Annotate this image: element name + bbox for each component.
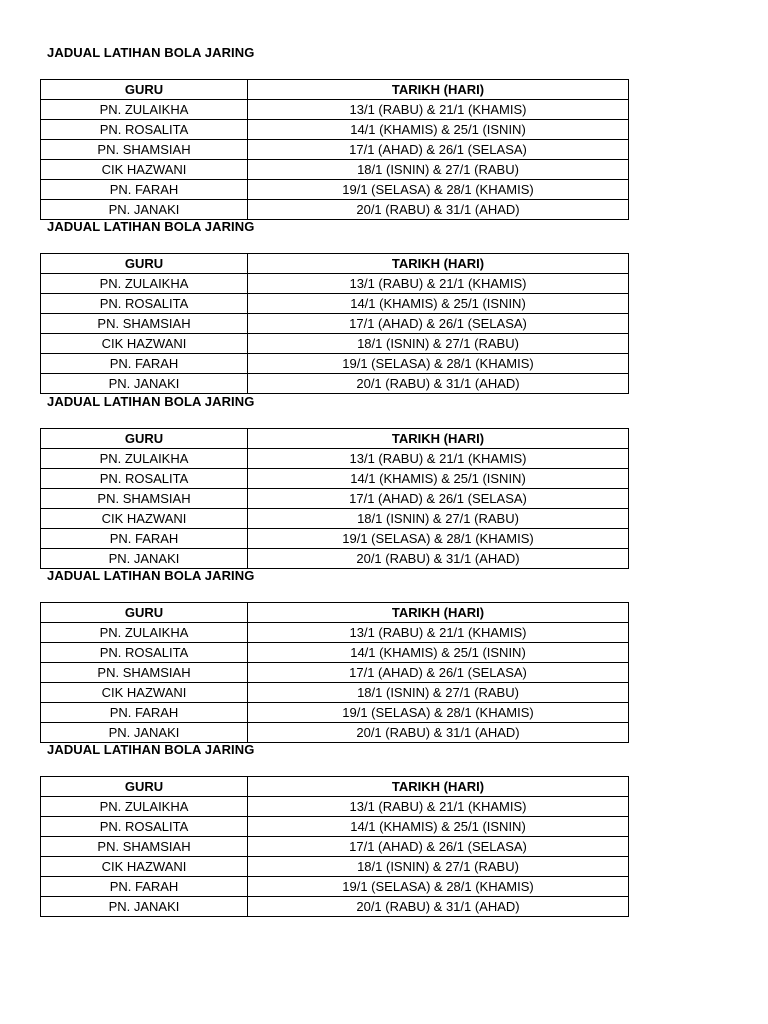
table-row bbox=[41, 200, 629, 220]
cell-guru: PN. JANAKI bbox=[41, 200, 248, 220]
cell-guru: PN. ZULAIKHA bbox=[41, 449, 248, 469]
cell-tarikh: 14/1 (KHAMIS) & 25/1 (ISNIN) bbox=[248, 643, 629, 663]
cell-guru: CIK HAZWANI bbox=[41, 857, 248, 877]
cell-guru: PN. SHAMSIAH bbox=[41, 314, 248, 334]
table-row bbox=[41, 897, 629, 917]
table-row bbox=[41, 334, 629, 354]
table-header-row bbox=[41, 603, 629, 623]
table-row bbox=[41, 529, 629, 549]
table-row bbox=[41, 120, 629, 140]
cell-guru: PN. JANAKI bbox=[41, 897, 248, 917]
cell-tarikh: 18/1 (ISNIN) & 27/1 (RABU) bbox=[248, 683, 629, 703]
cell-guru: CIK HAZWANI bbox=[41, 683, 248, 703]
cell-guru: PN. FARAH bbox=[41, 354, 248, 374]
table-row bbox=[41, 857, 629, 877]
table-row bbox=[41, 100, 629, 120]
cell-guru: PN. ZULAIKHA bbox=[41, 623, 248, 643]
table-header-row bbox=[41, 777, 629, 797]
cell-guru: PN. FARAH bbox=[41, 703, 248, 723]
cell-guru: PN. SHAMSIAH bbox=[41, 489, 248, 509]
section-title: JADUAL LATIHAN BOLA JARING bbox=[47, 219, 255, 234]
cell-guru: CIK HAZWANI bbox=[41, 160, 248, 180]
cell-tarikh: 17/1 (AHAD) & 26/1 (SELASA) bbox=[248, 663, 629, 683]
cell-guru: PN. ROSALITA bbox=[41, 643, 248, 663]
cell-tarikh: 14/1 (KHAMIS) & 25/1 (ISNIN) bbox=[248, 817, 629, 837]
header-guru: GURU bbox=[41, 80, 248, 100]
cell-tarikh: 17/1 (AHAD) & 26/1 (SELASA) bbox=[248, 314, 629, 334]
cell-tarikh: 13/1 (RABU) & 21/1 (KHAMIS) bbox=[248, 100, 629, 120]
table-row bbox=[41, 549, 629, 569]
cell-guru: CIK HAZWANI bbox=[41, 334, 248, 354]
table-row bbox=[41, 294, 629, 314]
cell-tarikh: 17/1 (AHAD) & 26/1 (SELASA) bbox=[248, 489, 629, 509]
cell-guru: PN. ROSALITA bbox=[41, 294, 248, 314]
cell-tarikh: 20/1 (RABU) & 31/1 (AHAD) bbox=[248, 549, 629, 569]
cell-tarikh: 20/1 (RABU) & 31/1 (AHAD) bbox=[248, 374, 629, 394]
table-row bbox=[41, 703, 629, 723]
table-row bbox=[41, 489, 629, 509]
cell-tarikh: 20/1 (RABU) & 31/1 (AHAD) bbox=[248, 897, 629, 917]
table-row bbox=[41, 314, 629, 334]
header-guru: GURU bbox=[41, 603, 248, 623]
cell-tarikh: 19/1 (SELASA) & 28/1 (KHAMIS) bbox=[248, 180, 629, 200]
cell-tarikh: 19/1 (SELASA) & 28/1 (KHAMIS) bbox=[248, 529, 629, 549]
header-tarikh: TARIKH (HARI) bbox=[248, 80, 629, 100]
schedule-table bbox=[40, 253, 629, 394]
table-row bbox=[41, 180, 629, 200]
schedule-table bbox=[40, 776, 629, 917]
cell-guru: PN. JANAKI bbox=[41, 374, 248, 394]
table-row bbox=[41, 374, 629, 394]
section-title: JADUAL LATIHAN BOLA JARING bbox=[47, 568, 255, 583]
cell-guru: PN. ZULAIKHA bbox=[41, 100, 248, 120]
table-row bbox=[41, 683, 629, 703]
table-row bbox=[41, 643, 629, 663]
cell-guru: PN. FARAH bbox=[41, 180, 248, 200]
table-row bbox=[41, 797, 629, 817]
cell-tarikh: 13/1 (RABU) & 21/1 (KHAMIS) bbox=[248, 797, 629, 817]
cell-tarikh: 19/1 (SELASA) & 28/1 (KHAMIS) bbox=[248, 703, 629, 723]
table-row bbox=[41, 877, 629, 897]
cell-tarikh: 18/1 (ISNIN) & 27/1 (RABU) bbox=[248, 857, 629, 877]
table-row bbox=[41, 140, 629, 160]
cell-guru: PN. SHAMSIAH bbox=[41, 837, 248, 857]
cell-guru: PN. SHAMSIAH bbox=[41, 663, 248, 683]
cell-guru: PN. FARAH bbox=[41, 529, 248, 549]
cell-tarikh: 13/1 (RABU) & 21/1 (KHAMIS) bbox=[248, 623, 629, 643]
header-tarikh: TARIKH (HARI) bbox=[248, 777, 629, 797]
cell-guru: PN. ZULAIKHA bbox=[41, 797, 248, 817]
cell-tarikh: 18/1 (ISNIN) & 27/1 (RABU) bbox=[248, 509, 629, 529]
schedule-table bbox=[40, 79, 629, 220]
cell-guru: PN. ROSALITA bbox=[41, 120, 248, 140]
table-header-row bbox=[41, 429, 629, 449]
header-guru: GURU bbox=[41, 254, 248, 274]
table-row bbox=[41, 469, 629, 489]
header-tarikh: TARIKH (HARI) bbox=[248, 429, 629, 449]
cell-tarikh: 17/1 (AHAD) & 26/1 (SELASA) bbox=[248, 837, 629, 857]
cell-guru: PN. SHAMSIAH bbox=[41, 140, 248, 160]
table-row bbox=[41, 274, 629, 294]
cell-tarikh: 19/1 (SELASA) & 28/1 (KHAMIS) bbox=[248, 354, 629, 374]
cell-tarikh: 14/1 (KHAMIS) & 25/1 (ISNIN) bbox=[248, 469, 629, 489]
table-row bbox=[41, 817, 629, 837]
cell-guru: PN. FARAH bbox=[41, 877, 248, 897]
cell-tarikh: 20/1 (RABU) & 31/1 (AHAD) bbox=[248, 723, 629, 743]
cell-guru: PN. ZULAIKHA bbox=[41, 274, 248, 294]
header-guru: GURU bbox=[41, 429, 248, 449]
cell-guru: CIK HAZWANI bbox=[41, 509, 248, 529]
table-header-row bbox=[41, 80, 629, 100]
cell-tarikh: 17/1 (AHAD) & 26/1 (SELASA) bbox=[248, 140, 629, 160]
table-row bbox=[41, 160, 629, 180]
cell-guru: PN. ROSALITA bbox=[41, 469, 248, 489]
table-row bbox=[41, 509, 629, 529]
table-row bbox=[41, 723, 629, 743]
cell-tarikh: 14/1 (KHAMIS) & 25/1 (ISNIN) bbox=[248, 294, 629, 314]
schedule-table bbox=[40, 428, 629, 569]
section-title: JADUAL LATIHAN BOLA JARING bbox=[47, 394, 255, 409]
table-row bbox=[41, 663, 629, 683]
header-tarikh: TARIKH (HARI) bbox=[248, 603, 629, 623]
table-row bbox=[41, 837, 629, 857]
cell-tarikh: 13/1 (RABU) & 21/1 (KHAMIS) bbox=[248, 274, 629, 294]
cell-tarikh: 18/1 (ISNIN) & 27/1 (RABU) bbox=[248, 334, 629, 354]
cell-tarikh: 18/1 (ISNIN) & 27/1 (RABU) bbox=[248, 160, 629, 180]
section-title: JADUAL LATIHAN BOLA JARING bbox=[47, 45, 255, 60]
cell-tarikh: 13/1 (RABU) & 21/1 (KHAMIS) bbox=[248, 449, 629, 469]
cell-guru: PN. JANAKI bbox=[41, 549, 248, 569]
table-row bbox=[41, 354, 629, 374]
header-tarikh: TARIKH (HARI) bbox=[248, 254, 629, 274]
table-row bbox=[41, 449, 629, 469]
cell-tarikh: 14/1 (KHAMIS) & 25/1 (ISNIN) bbox=[248, 120, 629, 140]
section-title: JADUAL LATIHAN BOLA JARING bbox=[47, 742, 255, 757]
table-header-row bbox=[41, 254, 629, 274]
cell-guru: PN. JANAKI bbox=[41, 723, 248, 743]
cell-tarikh: 20/1 (RABU) & 31/1 (AHAD) bbox=[248, 200, 629, 220]
cell-tarikh: 19/1 (SELASA) & 28/1 (KHAMIS) bbox=[248, 877, 629, 897]
table-row bbox=[41, 623, 629, 643]
schedule-table bbox=[40, 602, 629, 743]
header-guru: GURU bbox=[41, 777, 248, 797]
cell-guru: PN. ROSALITA bbox=[41, 817, 248, 837]
